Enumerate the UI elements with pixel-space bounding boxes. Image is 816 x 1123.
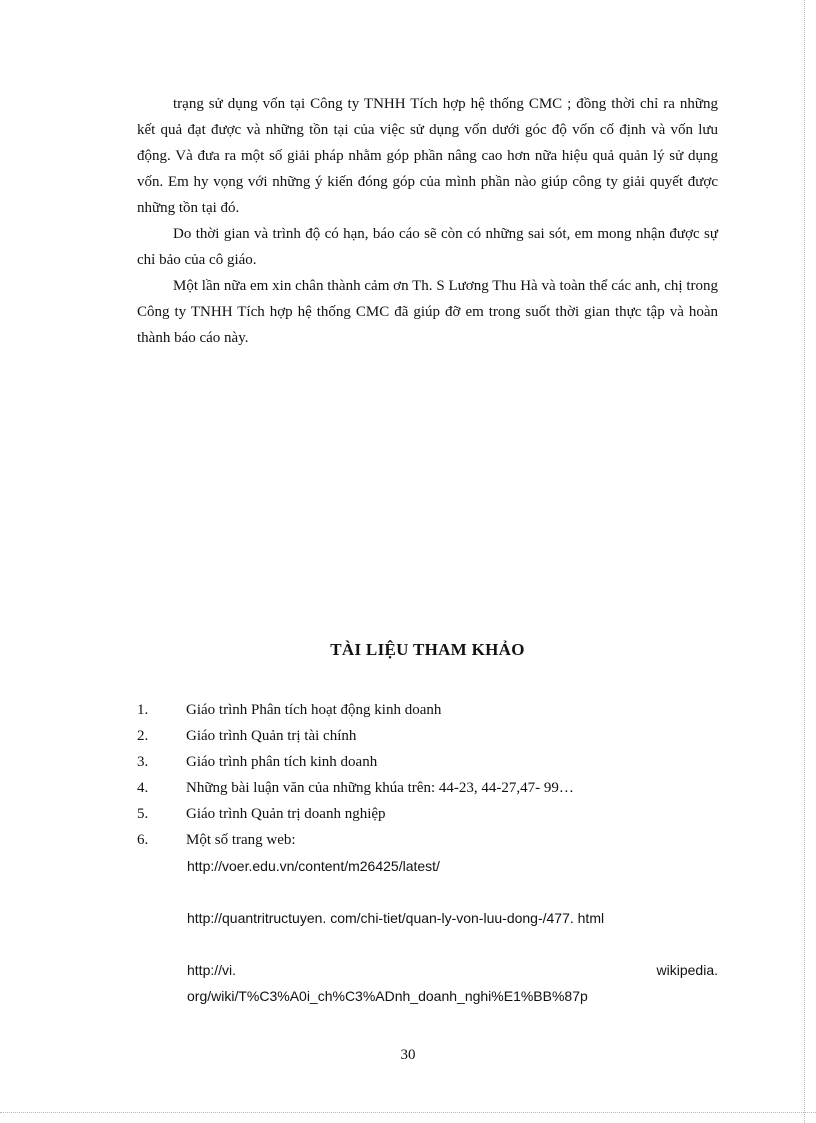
- reference-number: 5.: [137, 806, 149, 822]
- web-link-voer[interactable]: http://voer.edu.vn/content/m26425/latest/: [187, 858, 440, 874]
- reference-text: Một số trang web:: [186, 832, 296, 848]
- reference-item: [137, 749, 718, 775]
- reference-number: 2.: [137, 728, 149, 744]
- reference-item: [137, 801, 718, 827]
- reference-number: 3.: [137, 754, 149, 770]
- reference-item: [137, 723, 718, 749]
- reference-text: Giáo trình Quản trị doanh nghiệp: [186, 806, 386, 822]
- body-text: [137, 91, 718, 351]
- reference-number: 4.: [137, 780, 149, 796]
- reference-item: [137, 697, 718, 723]
- reference-number: 1.: [137, 702, 149, 718]
- reference-text: Giáo trình phân tích kinh doanh: [186, 754, 378, 770]
- paragraph-3: Một lần nữa em xin chân thành cảm ơn Th. S Lương Thu Hà và toàn thể các anh, chị trong Công ty TNHH Tích hợp hệ thống CMC đã giúp đỡ em trong suốt thời gian thực tập và hoàn thành báo cáo này.: [137, 278, 718, 346]
- references-title: TÀI LIỆU THAM KHẢO: [330, 640, 525, 659]
- web-link-quantritructuyen[interactable]: http://quantritructuyen. com/chi-tiet/quan-ly-von-luu-dong-/477. html: [187, 910, 605, 926]
- page-number: 30: [400, 1047, 416, 1063]
- reference-item: [137, 827, 718, 853]
- reference-number: 6.: [137, 832, 149, 848]
- reference-text: Những bài luận văn của những khúa trên: 44-23, 44-27,47- 99…: [186, 780, 574, 796]
- paragraph-2: Do thời gian và trình độ có hạn, báo cáo sẽ còn có những sai sót, em mong nhận được sự chỉ bảo của cô giáo.: [137, 226, 718, 268]
- web-link-wikipedia-continued[interactable]: org/wiki/T%C3%A0i_ch%C3%ADnh_doanh_nghi%E1%BB%87p: [187, 988, 588, 1004]
- reference-text: Giáo trình Quản trị tài chính: [186, 728, 357, 744]
- web-link-wikipedia-part-2[interactable]: wikipedia.: [656, 962, 718, 978]
- paragraph-1: trạng sử dụng vốn tại Công ty TNHH Tích hợp hệ thống CMC ; đồng thời chỉ ra những kết quả đạt được và những tồn tại của việc sử dụng vốn dưới góc độ vốn cố định và vốn lưu động. Và đưa ra một số giải pháp nhằm góp phần nâng cao hơn nữa hiệu quả quản lý sử dụng vốn. Em hy vọng với những ý kiến đóng góp của mình phần nào giúp công ty giải quyết được những tồn tại đó.: [137, 96, 718, 216]
- references-list: [137, 697, 718, 853]
- page-border-bottom: [0, 1112, 816, 1113]
- page-border-right: [804, 0, 805, 1123]
- web-link-wikipedia-part-1[interactable]: http://vi.: [187, 962, 237, 978]
- reference-text: Giáo trình Phân tích hoạt động kinh doanh: [186, 702, 442, 718]
- reference-item: [137, 775, 718, 801]
